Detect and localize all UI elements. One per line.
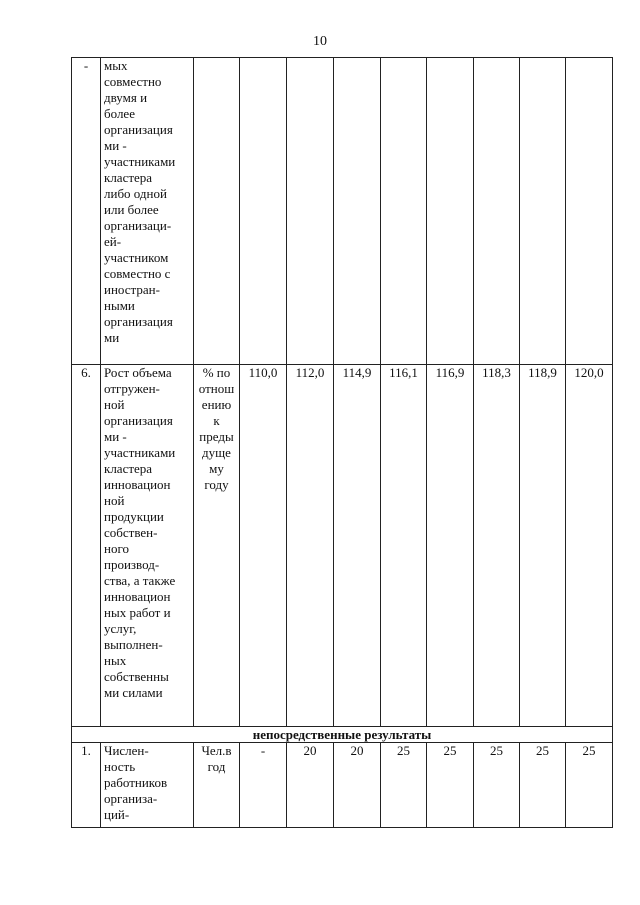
value-cell: 120,0 — [566, 365, 613, 727]
value-cell — [240, 58, 287, 365]
value-cell: 25 — [566, 743, 613, 828]
value-cell — [427, 58, 474, 365]
indicators-table — [71, 57, 613, 828]
indicator-description: Рост объема отгружен- ной организация ми - участниками кластера инновацион ной продукции собствен- ного производ- ства, а также инновацион ных работ и услуг, выполнен- ных собственны ми силами — [101, 365, 194, 727]
value-cell: 20 — [334, 743, 381, 828]
value-cell: 118,3 — [474, 365, 520, 727]
row-number: 1. — [72, 743, 101, 828]
value-cell — [334, 58, 381, 365]
indicator-description: Числен- ность работников организа- ций- — [101, 743, 194, 828]
value-cell: 114,9 — [334, 365, 381, 727]
value-cell: 116,1 — [381, 365, 427, 727]
value-cell: 118,9 — [520, 365, 566, 727]
unit-cell: Чел.в год — [194, 743, 240, 828]
value-cell: 110,0 — [240, 365, 287, 727]
section-header-row — [72, 727, 613, 743]
table-row-1 — [72, 743, 613, 828]
indicator-description: мых совместно двумя и более организация ми - участниками кластера либо одной или более организаци- ей- участником совместно с иностран- ными организация ми — [101, 58, 194, 365]
value-cell: 116,9 — [427, 365, 474, 727]
value-cell: - — [240, 743, 287, 828]
value-cell: 25 — [474, 743, 520, 828]
unit-cell — [194, 58, 240, 365]
value-cell — [520, 58, 566, 365]
value-cell: 25 — [427, 743, 474, 828]
table-row-6 — [72, 365, 613, 727]
row-number: 6. — [72, 365, 101, 727]
value-cell: 20 — [287, 743, 334, 828]
value-cell: 25 — [520, 743, 566, 828]
section-title: непосредственные результаты — [72, 727, 613, 743]
row-number: - — [72, 58, 101, 365]
unit-cell: % по отнош ению к преды дуще му году — [194, 365, 240, 727]
page-number: 10 — [313, 34, 327, 49]
value-cell: 25 — [381, 743, 427, 828]
value-cell — [287, 58, 334, 365]
value-cell — [474, 58, 520, 365]
value-cell — [381, 58, 427, 365]
value-cell: 112,0 — [287, 365, 334, 727]
table-row-continued — [72, 58, 613, 365]
value-cell — [566, 58, 613, 365]
